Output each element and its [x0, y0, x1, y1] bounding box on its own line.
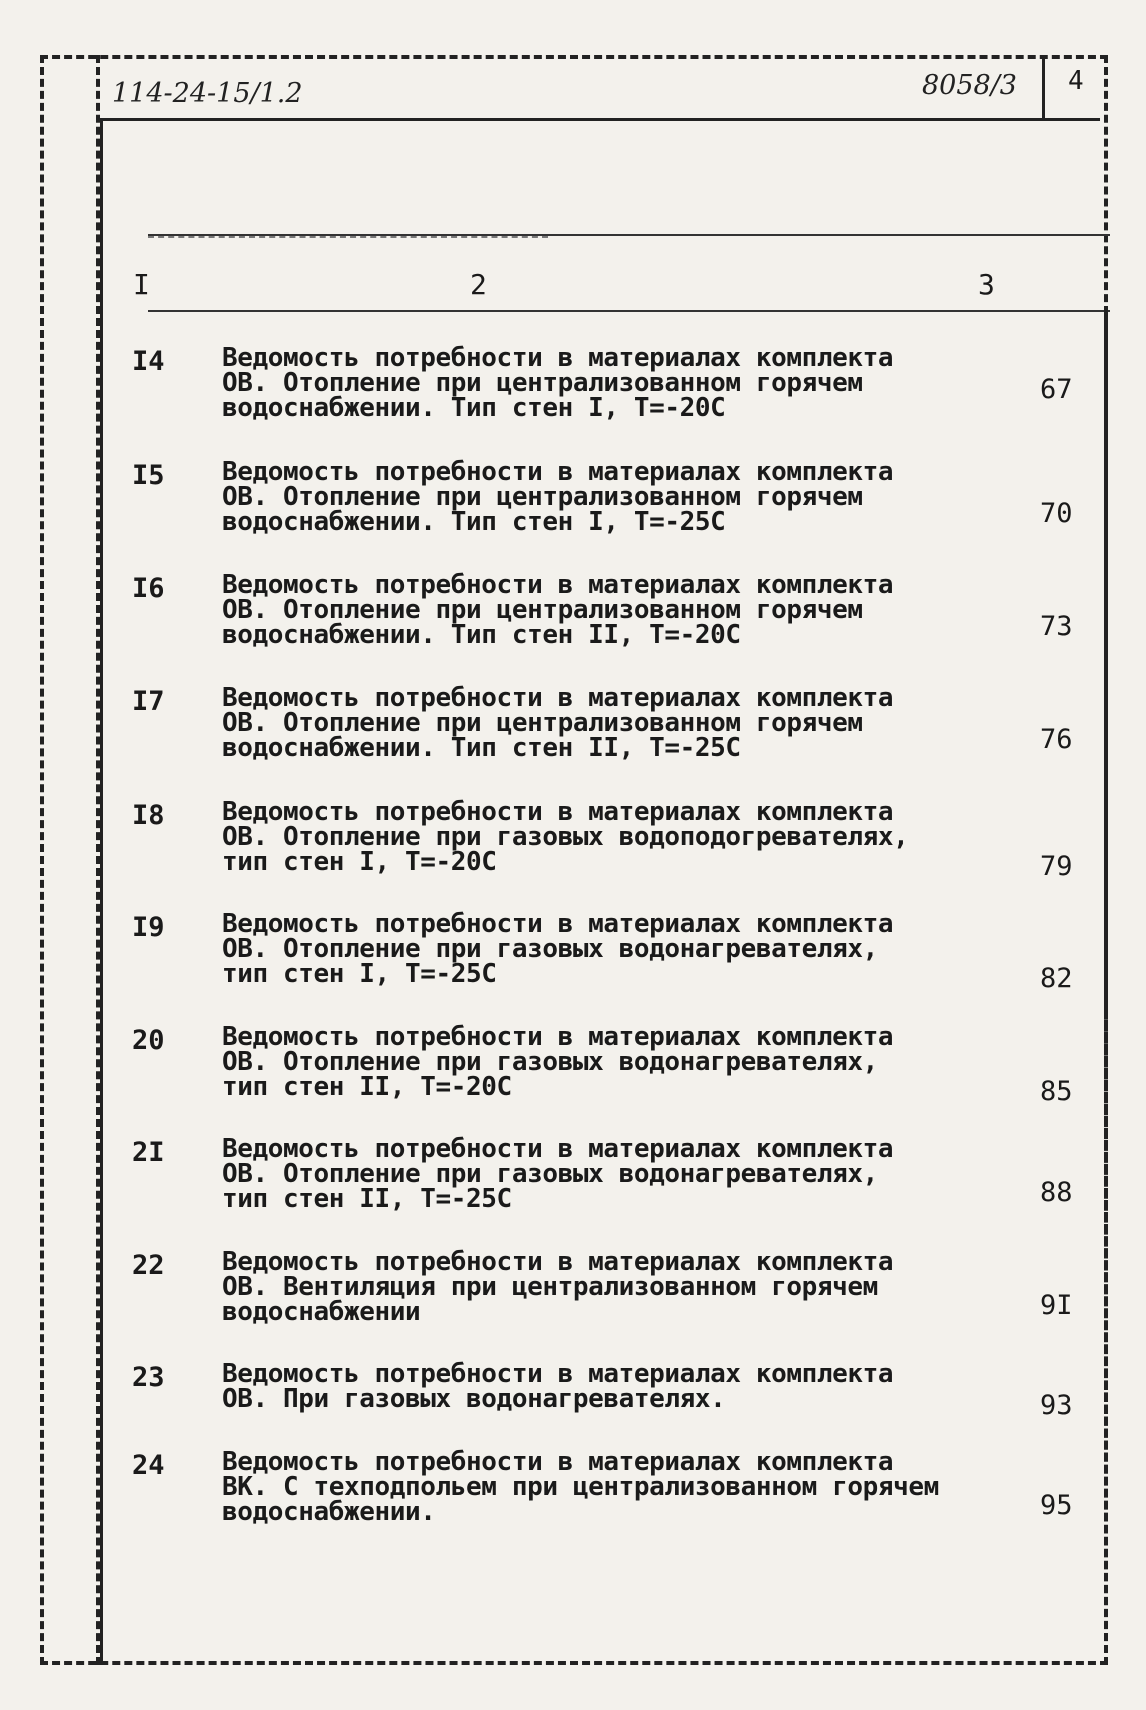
item-title: Ведомость потребности в материалах комплекта ОВ. Отопление при газовых водоподогревателях, тип стен I, Т=-20С — [222, 797, 909, 877]
item-page: 76 — [1040, 724, 1073, 755]
item-number: I9 — [132, 912, 165, 943]
item-title: Ведомость потребности в материалах комплекта ОВ. Отопление при централизованном горячем водоснабжении. Тип стен I, Т=-25С — [222, 457, 894, 537]
item-page: 79 — [1040, 851, 1073, 882]
item-number: I4 — [132, 346, 165, 377]
item-page: 70 — [1040, 498, 1073, 529]
header-bottom-rule — [148, 310, 1110, 312]
inner-border — [100, 120, 103, 1665]
sheet-reference: 8058/3 — [922, 70, 1017, 101]
column-header-title: 2 — [470, 268, 487, 301]
item-title: Ведомость потребности в материалах комплекта ОВ. При газовых водонагревателях. — [222, 1359, 894, 1414]
table-top-faint-rule — [148, 236, 548, 240]
column-header-number: I — [133, 268, 150, 301]
item-page: 88 — [1040, 1177, 1073, 1208]
item-title: Ведомость потребности в материалах комплекта ВК. С техподпольем при централизованном горячем водоснабжении. — [222, 1447, 939, 1527]
item-title: Ведомость потребности в материалах комплекта ОВ. Отопление при централизованном горячем водоснабжении. Тип стен I, Т=-20С — [222, 343, 894, 423]
item-number: I5 — [132, 460, 165, 491]
page-number: 4 — [1068, 66, 1084, 96]
item-page: 67 — [1040, 374, 1073, 405]
column-header-page: 3 — [978, 268, 995, 301]
item-number: 22 — [132, 1250, 165, 1281]
item-number: I7 — [132, 686, 165, 717]
item-page: 82 — [1040, 963, 1073, 994]
item-title: Ведомость потребности в материалах комплекта ОВ. Отопление при централизованном горячем водоснабжении. Тип стен II, Т=-25С — [222, 683, 894, 763]
item-title: Ведомость потребности в материалах комплекта ОВ. Отопление при газовых водонагревателях, тип стен II, Т=-20С — [222, 1022, 894, 1102]
item-page: 85 — [1040, 1076, 1073, 1107]
document-code: 114-24-15/1.2 — [112, 78, 303, 109]
item-number: 2I — [132, 1137, 165, 1168]
right-border — [1104, 310, 1108, 1665]
item-number: I6 — [132, 573, 165, 604]
item-number: 20 — [132, 1025, 165, 1056]
item-page: 95 — [1040, 1490, 1073, 1521]
item-title: Ведомость потребности в материалах комплекта ОВ. Отопление при газовых водонагревателях, тип стен I, Т=-25С — [222, 909, 894, 989]
item-title: Ведомость потребности в материалах комплекта ОВ. Вентиляция при централизованном горячем водоснабжении — [222, 1247, 894, 1327]
header-rule — [100, 118, 1100, 121]
item-title: Ведомость потребности в материалах комплекта ОВ. Отопление при централизованном горячем водоснабжении. Тип стен II, Т=-20С — [222, 570, 894, 650]
item-page: 9I — [1040, 1290, 1073, 1321]
item-title: Ведомость потребности в материалах комплекта ОВ. Отопление при газовых водонагревателях, тип стен II, Т=-25С — [222, 1134, 894, 1214]
item-number: 23 — [132, 1362, 165, 1393]
item-number: 24 — [132, 1450, 165, 1481]
item-page: 93 — [1040, 1390, 1073, 1421]
item-page: 73 — [1040, 611, 1073, 642]
item-number: I8 — [132, 800, 165, 831]
